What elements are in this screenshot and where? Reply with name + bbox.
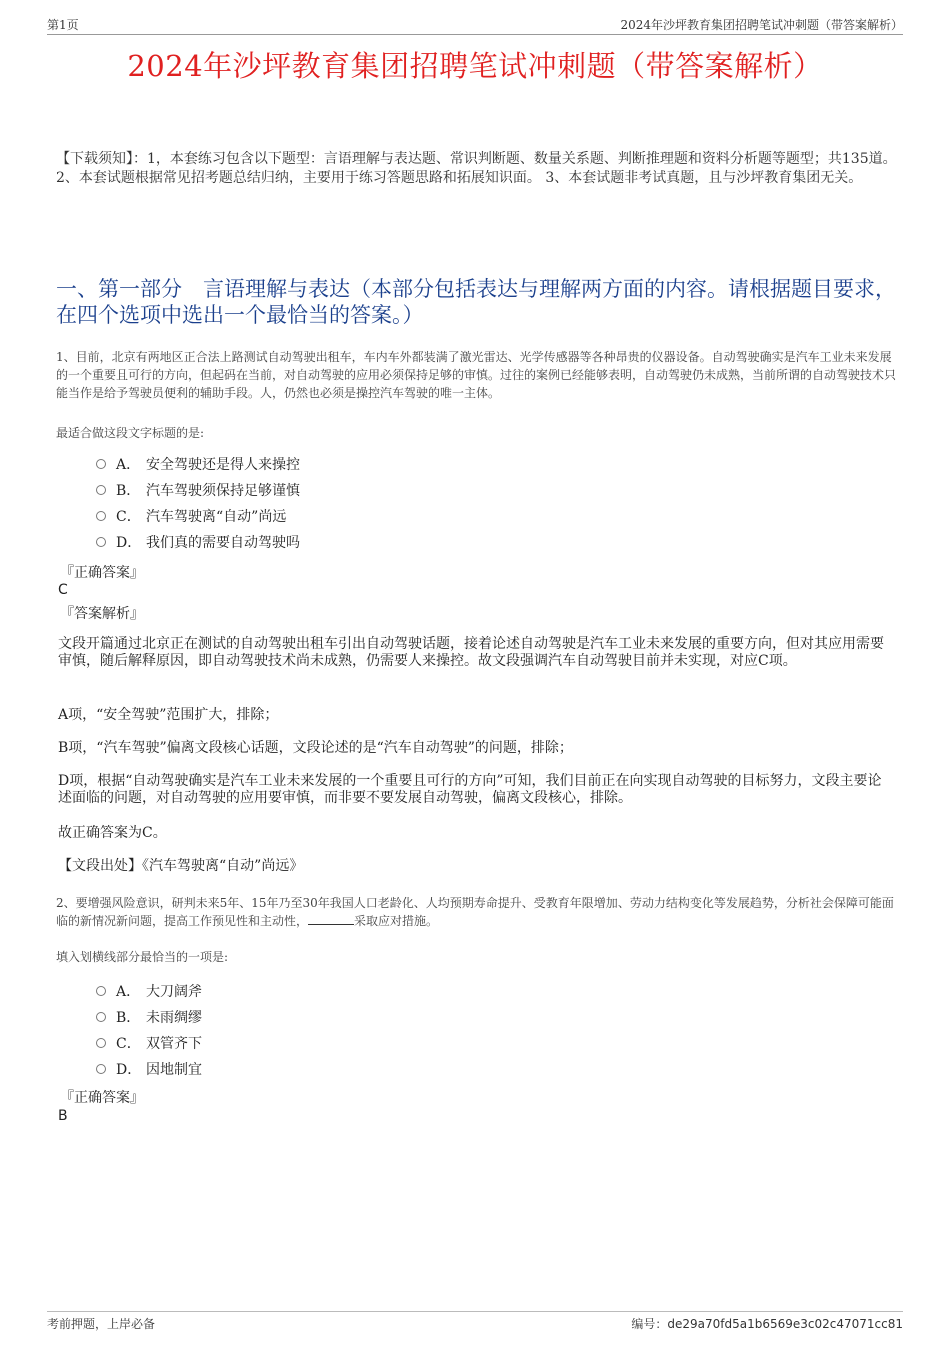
page-number: 第1页 xyxy=(47,18,79,32)
question-1-prompt: 最适合做这段文字标题的是: xyxy=(56,426,205,440)
question-1-text: 1、目前，北京有两地区正合法上路测试自动驾驶出租车，车内车外都装满了激光雷达、光学传感器等各种昂贵的仪器设备。自动驾驶确实是汽车工业未来发展的一个重要且可行的方向，但起码在当前，对自动驾驶的应用必须保持足够的审慎。过往的案例已经能够表明，自动驾驶仍未成熟，当前所谓的自动驾驶技术只能当作是给予驾驶员便利的辅助手段。人，仍然也必须是操控汽车驾驶的唯一主体。 xyxy=(56,350,897,400)
footer-slogan: 考前押题，上岸必备 xyxy=(47,1317,156,1331)
radio-icon[interactable] xyxy=(96,485,106,495)
fill-blank xyxy=(308,924,354,925)
q2-answer: B xyxy=(58,1108,68,1124)
question-2-text: 2、要增强风险意识，研判未来5年、15年乃至30年我国人口老龄化、人均预期寿命提升、受教育年限增加、劳动力结构变化等发展趋势，分析社会保障可能面临的新情况新问题，提高工作预见性和主动性， 采取应对措施。 xyxy=(56,896,894,928)
q2-option-d[interactable]: D． 因地制宜 xyxy=(96,1059,202,1081)
q2-option-b[interactable]: B． 未雨绸缪 xyxy=(96,1007,202,1029)
q1-analysis-label: 『答案解析』 xyxy=(60,606,144,622)
radio-icon[interactable] xyxy=(96,1064,106,1074)
q1-answer: C xyxy=(58,582,68,598)
question-2-prompt: 填入划横线部分最恰当的一项是: xyxy=(56,950,229,964)
q1-option-d[interactable]: D． 我们真的需要自动驾驶吗 xyxy=(96,532,300,554)
q1-source: 【文段出处】《汽车驾驶离“自动”尚远》 xyxy=(58,858,304,874)
q1-analysis-para: 文段开篇通过北京正在测试的自动驾驶出租车引出自动驾驶话题，接着论述自动驾驶是汽车工业未来发展的重要方向，但对其应用需要审慎，随后解释原因，即自动驾驶技术尚未成熟，仍需要人来操控。故文段强调汽车自动驾驶目前并未实现，对应C项。 xyxy=(58,636,884,669)
q2-option-a[interactable]: A． 大刀阔斧 xyxy=(96,981,202,1003)
q2-option-c[interactable]: C． 双管齐下 xyxy=(96,1033,202,1055)
radio-icon[interactable] xyxy=(96,511,106,521)
q2-answer-label: 『正确答案』 xyxy=(60,1090,144,1106)
q1-analysis-para: 故正确答案为C。 xyxy=(58,825,167,841)
section-title: 一、第一部分 言语理解与表达（本部分包括表达与理解两方面的内容。请根据题目要求，在四个选项中选出一个最恰当的答案。） xyxy=(56,277,896,327)
radio-icon[interactable] xyxy=(96,459,106,469)
q1-answer-label: 『正确答案』 xyxy=(60,565,144,581)
radio-icon[interactable] xyxy=(96,537,106,547)
q1-analysis-para: A项，“安全驾驶”范围扩大，排除； xyxy=(58,707,279,723)
q1-option-a[interactable]: A． 安全驾驶还是得人来操控 xyxy=(96,454,300,476)
q1-analysis-para: D项，根据“自动驾驶确实是汽车工业未来发展的一个重要且可行的方向”可知，我们目前正在向实现自动驾驶的目标努力，文段主要论述面临的问题，对自动驾驶的应用要审慎，而非要不要发展自动驾驶，偏离文段核心，排除。 xyxy=(58,773,882,806)
footer-code: 编号：de29a70fd5a1b6569e3c02c47071cc81 xyxy=(631,1317,903,1331)
q1-option-b[interactable]: B． 汽车驾驶须保持足够谨慎 xyxy=(96,480,300,502)
document-title: 2024年沙坪教育集团招聘笔试冲刺题（带答案解析） xyxy=(127,49,823,83)
header-doc-name: 2024年沙坪教育集团招聘笔试冲刺题（带答案解析） xyxy=(620,18,903,32)
page-header xyxy=(47,14,903,35)
q1-analysis-para: B项，“汽车驾驶”偏离文段核心话题，文段论述的是“汽车自动驾驶”的问题，排除； xyxy=(58,740,573,756)
radio-icon[interactable] xyxy=(96,1012,106,1022)
radio-icon[interactable] xyxy=(96,986,106,996)
radio-icon[interactable] xyxy=(96,1038,106,1048)
download-notice: 【下载须知】：1，本套练习包含以下题型：言语理解与表达题、常识判断题、数量关系题、判断推理题和资料分析题等题型；共135道。 2、本套试题根据常见招考题总结归纳，主要用于练习答题思路和拓展知识面。 3、本套试题非考试真题，且与沙坪教育集团无关。 xyxy=(56,151,897,186)
q1-option-c[interactable]: C． 汽车驾驶离“自动”尚远 xyxy=(96,506,286,528)
page-footer xyxy=(47,1311,903,1332)
